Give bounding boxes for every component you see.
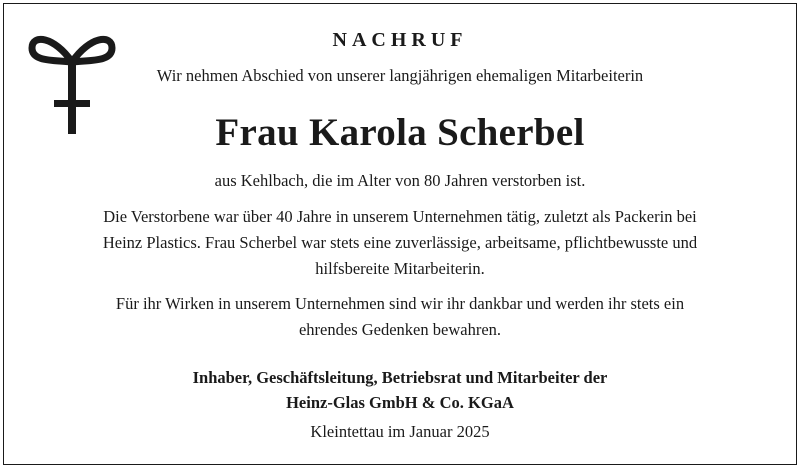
signature-line: Heinz-Glas GmbH & Co. KGaA — [286, 393, 514, 412]
intro-line: Wir nehmen Abschied von unserer langjährigen ehemaligen Mitarbeiterin — [156, 66, 644, 85]
paragraph-career — [0, 204, 800, 282]
deceased-name: Frau Karola Scherbel — [215, 111, 585, 154]
paragraph-line: ehrendes Gedenken bewahren. — [298, 320, 502, 339]
place-date: Kleintettau im Januar 2025 — [310, 422, 490, 441]
paragraph-line: Die Verstorbene war über 40 Jahre in unserem Unternehmen tätig, zuletzt als Packerin bei — [103, 207, 697, 226]
origin-line: aus Kehlbach, die im Alter von 80 Jahren verstorben ist. — [214, 171, 586, 190]
paragraph-line: Für ihr Wirken in unserem Unternehmen sind wir ihr dankbar und werden ihr stets ein — [115, 294, 685, 313]
signature-block — [0, 365, 800, 415]
paragraph-line: hilfsbereite Mitarbeiterin. — [315, 259, 485, 278]
paragraph-gratitude — [0, 291, 800, 343]
paragraph-line: Heinz Plastics. Frau Scherbel war stets eine zuverlässige, arbeitsame, pflichtbewusste und — [102, 233, 698, 252]
notice-heading: NACHRUF — [332, 29, 468, 51]
signature-line: Inhaber, Geschäftsleitung, Betriebsrat und Mitarbeiter der — [192, 368, 608, 387]
